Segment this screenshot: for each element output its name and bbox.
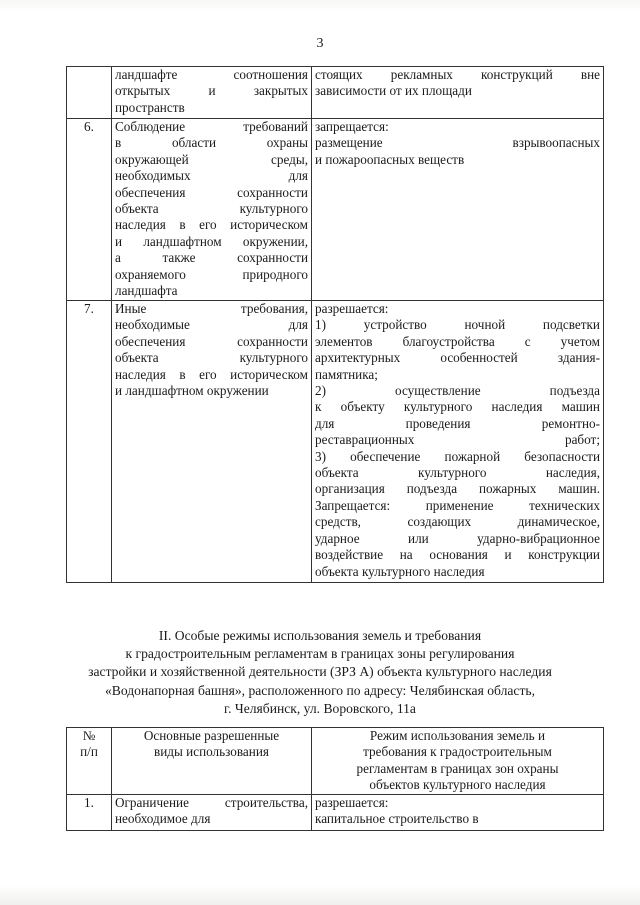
text-line: необходимое для: [115, 811, 211, 827]
text-line: объекта культурного: [115, 350, 308, 366]
text-line: архитектурных особенностей здания-: [315, 350, 600, 366]
regime-table-zone-protection: [66, 66, 604, 583]
regime-cell: [312, 67, 604, 119]
table-row: [67, 794, 604, 830]
text-line: охраняемого природного: [115, 266, 308, 282]
header-line: виды использования: [154, 744, 269, 760]
text-line: 1) устройство ночной подсветки: [315, 317, 600, 333]
text-line: организация подъезда пожарных машин.: [315, 481, 600, 497]
text-line: необходимые для: [115, 317, 308, 333]
requirement-cell: [112, 67, 312, 119]
text-line: воздействие на основания и конструкции: [315, 547, 600, 563]
text-line: средств, создающих динамическое,: [315, 514, 600, 530]
section-title-line: к градостроительным регламентам в границах зоны регулирования: [125, 646, 515, 662]
text-line: ударное или ударно-вибрационное: [315, 530, 600, 546]
section-title-line: застройки и хозяйственной деятельности (ЗРЗ А) объекта культурного наследия: [88, 664, 552, 680]
text-line: 2) осуществление подъезда: [315, 383, 600, 399]
text-line: наследия в его историческом: [115, 217, 308, 233]
requirement-cell: [112, 301, 312, 583]
text-line: к объекту культурного наследия машин: [315, 399, 600, 415]
text-line: Соблюдение требований: [115, 119, 308, 134]
text-line: необходимых для: [115, 168, 308, 184]
page-number: 3: [316, 36, 324, 51]
row-number-cell: [67, 67, 112, 119]
text-line: 3) обеспечение пожарной безопасности: [315, 448, 600, 464]
text-line: обеспечения сохранности: [115, 333, 308, 349]
header-line: требования к градостроительным: [363, 744, 552, 760]
header-line: объектов культурного наследия: [369, 777, 546, 793]
text-line: наследия в его историческом: [115, 366, 308, 382]
text-line: окружающей среды,: [115, 151, 308, 167]
text-line: разрешается:: [315, 794, 389, 810]
text-line: капитальное строительство в: [315, 811, 479, 827]
text-line: Запрещается: применение технических: [315, 497, 600, 513]
text-line: и ландшафтном окружении,: [115, 233, 308, 249]
text-line: открытых и закрытых: [115, 83, 308, 99]
text-line: объекта культурного наследия: [315, 563, 485, 579]
section-title-line: «Водонапорная башня», расположенного по адресу: Челябинская область,: [105, 682, 535, 698]
header-line: регламентам в границах зон охраны: [356, 760, 559, 776]
header-line: п/п: [80, 744, 98, 760]
row-number-cell: 6.: [67, 119, 112, 301]
section-2-title: [40, 627, 600, 718]
text-line: и пожароопасных веществ: [315, 151, 465, 167]
text-line: памятника;: [315, 366, 378, 382]
text-line: Ограничение строительства,: [115, 794, 308, 810]
text-line: для проведения ремонтно-: [315, 415, 600, 431]
text-line: обеспечения сохранности: [115, 184, 308, 200]
regime-cell: [312, 119, 604, 301]
table-row: [67, 119, 604, 301]
text-line: объекта культурного наследия,: [315, 465, 600, 481]
header-line: Основные разрешенные: [143, 728, 280, 743]
text-line: ландшафта: [115, 283, 178, 299]
row-number-cell: 1.: [67, 794, 112, 830]
row-number-cell: 7.: [67, 301, 112, 583]
text-line: а также сохранности: [115, 250, 308, 266]
text-line: запрещается:: [315, 119, 389, 134]
text-line: элементов благоустройства с учетом: [315, 333, 600, 349]
requirement-cell: [112, 119, 312, 301]
regime-table-zrz-a: [66, 727, 604, 831]
text-line: Иные требования,: [115, 301, 308, 316]
requirement-cell: [112, 794, 312, 830]
regime-cell: [312, 301, 604, 583]
text-line: зависимости от их площади: [315, 83, 472, 99]
table-row: [67, 301, 604, 583]
regime-cell: [312, 794, 604, 830]
table-row: [67, 67, 604, 119]
header-line: Режим использования земель и: [369, 728, 546, 743]
text-line: реставрационных работ;: [315, 432, 600, 448]
text-line: пространств: [115, 99, 185, 115]
text-line: ландшафте соотношения: [115, 67, 308, 82]
table-header-row: [67, 728, 604, 795]
header-number-cell: [67, 728, 112, 795]
header-regime-cell: [312, 728, 604, 795]
text-line: размещение взрывоопасных: [315, 135, 600, 151]
text-line: и ландшафтном окружении: [115, 383, 269, 399]
section-title-line: г. Челябинск, ул. Воровского, 11а: [224, 700, 416, 716]
header-line: №: [82, 728, 96, 743]
text-line: в области охраны: [115, 135, 308, 151]
text-line: объекта культурного: [115, 201, 308, 217]
header-uses-cell: [112, 728, 312, 795]
text-line: разрешается:: [315, 301, 389, 316]
section-title-line: II. Особые режимы использования земель и требования: [158, 628, 482, 643]
text-line: стоящих рекламных конструкций вне: [315, 67, 600, 82]
